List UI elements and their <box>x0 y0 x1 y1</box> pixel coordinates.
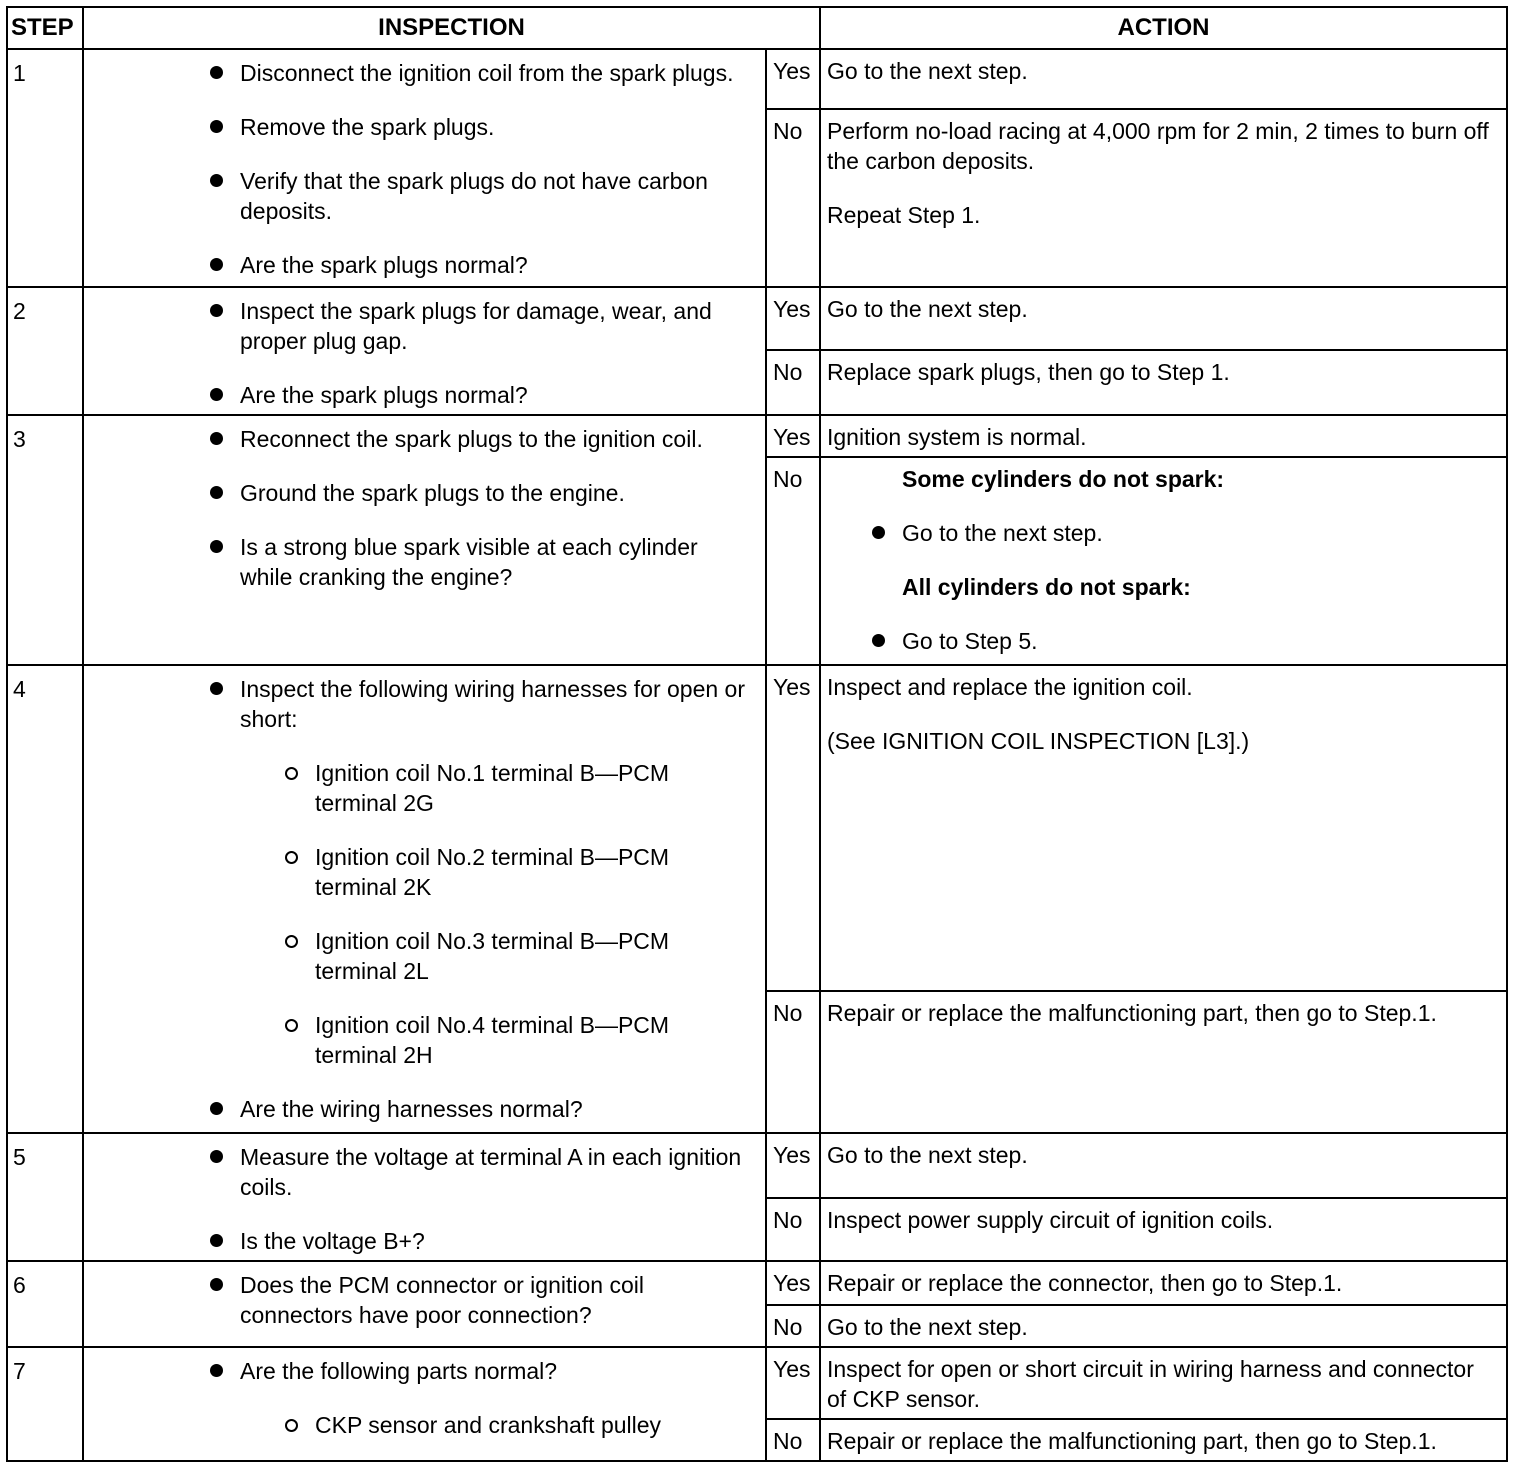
condition-heading: All cylinders do not spark: <box>902 574 1191 600</box>
step-7-no-action <box>820 1419 1507 1461</box>
no-label: No <box>766 457 820 665</box>
no-label: No <box>766 1419 820 1461</box>
inspection-item: Reconnect the spark plugs to the ignition coil. <box>84 424 755 454</box>
yes-label: Yes <box>766 665 820 991</box>
step-number: 1 <box>7 49 83 287</box>
step-2-yes-action <box>820 287 1507 350</box>
diagnostic-table <box>6 6 1508 1462</box>
step-3-yes-action <box>820 415 1507 457</box>
step-number: 6 <box>7 1261 83 1347</box>
action-text: Repair or replace the malfunctioning part, then go to Step.1. <box>827 1428 1437 1454</box>
step-number: 2 <box>7 287 83 415</box>
step-1-yes-row <box>7 49 1507 109</box>
action-item: Go to the next step. <box>827 518 1494 548</box>
inspection-subitem: Ignition coil No.3 terminal B—PCM terminal 2L <box>240 926 755 986</box>
step-7-yes-action <box>820 1347 1507 1419</box>
action-text: Ignition system is normal. <box>827 424 1087 450</box>
step-7-inspection <box>83 1347 766 1461</box>
step-3-yes-row <box>7 415 1507 457</box>
step-4-yes-action <box>820 665 1507 991</box>
condition-heading: Some cylinders do not spark: <box>902 466 1225 492</box>
action-text: Go to the next step. <box>827 296 1028 322</box>
inspection-item: Verify that the spark plugs do not have carbon deposits. <box>84 166 755 226</box>
header-row <box>7 7 1507 49</box>
step-2-yes-row <box>7 287 1507 350</box>
action-text: Go to the next step. <box>827 1142 1028 1168</box>
no-label: No <box>766 1305 820 1347</box>
yes-label: Yes <box>766 1261 820 1305</box>
action-text: (See IGNITION COIL INSPECTION [L3].) <box>827 728 1250 754</box>
step-4-yes-row <box>7 665 1507 991</box>
action-text: Replace spark plugs, then go to Step 1. <box>827 359 1230 386</box>
action-text: Inspect power supply circuit of ignition coils. <box>827 1207 1274 1234</box>
step-number: 4 <box>7 665 83 1133</box>
action-text: Go to the next step. <box>827 1314 1028 1340</box>
step-column-header: STEP <box>7 7 83 49</box>
yes-label: Yes <box>766 1133 820 1198</box>
step-3-inspection <box>83 415 766 665</box>
inspection-item: Measure the voltage at terminal A in each ignition coils. <box>84 1142 755 1202</box>
yes-label: Yes <box>766 415 820 457</box>
action-text: Perform no-load racing at 4,000 rpm for 2 min, 2 times to burn off the carbon deposits. <box>827 118 1489 174</box>
inspection-item: Ground the spark plugs to the engine. <box>84 478 755 508</box>
action-text: Repair or replace the malfunctioning part, then go to Step.1. <box>827 1000 1437 1026</box>
step-number: 5 <box>7 1133 83 1261</box>
inspection-subitem: CKP sensor and crankshaft pulley <box>240 1410 755 1440</box>
no-label: No <box>766 350 820 415</box>
inspection-column-header: INSPECTION <box>83 7 820 49</box>
inspection-item: Are the wiring harnesses normal? <box>84 1094 755 1124</box>
action-text: Repair or replace the connector, then go to Step.1. <box>827 1270 1343 1296</box>
no-label: No <box>766 109 820 287</box>
inspection-item: Does the PCM connector or ignition coil connectors have poor connection? <box>84 1270 755 1330</box>
step-3-no-action <box>820 457 1507 665</box>
step-2-no-action <box>820 350 1507 415</box>
step-7-yes-row <box>7 1347 1507 1419</box>
step-5-yes-action <box>820 1133 1507 1198</box>
action-text: Go to the next step. <box>827 58 1028 84</box>
step-6-yes-row <box>7 1261 1507 1305</box>
step-1-inspection <box>83 49 766 287</box>
step-6-yes-action <box>820 1261 1507 1305</box>
yes-label: Yes <box>766 49 820 109</box>
inspection-item: Are the spark plugs normal? <box>84 250 755 280</box>
yes-label: Yes <box>766 1347 820 1419</box>
inspection-item: Disconnect the ignition coil from the spark plugs. <box>84 58 755 88</box>
inspection-item-text: Are the following parts normal? <box>240 1358 558 1384</box>
inspection-subitem: Ignition coil No.2 terminal B—PCM terminal 2K <box>240 842 755 902</box>
action-item: Go to Step 5. <box>827 626 1494 656</box>
inspection-subitem: Ignition coil No.1 terminal B—PCM terminal 2G <box>240 758 755 818</box>
step-6-inspection <box>83 1261 766 1347</box>
step-1-no-action <box>820 109 1507 287</box>
inspection-item: Is the voltage B+? <box>84 1226 755 1256</box>
step-5-no-action <box>820 1198 1507 1261</box>
inspection-item <box>84 1356 755 1440</box>
step-5-yes-row <box>7 1133 1507 1198</box>
inspection-item <box>84 674 755 1070</box>
step-6-no-action <box>820 1305 1507 1347</box>
action-column-header: ACTION <box>820 7 1507 49</box>
no-label: No <box>766 991 820 1133</box>
step-number: 3 <box>7 415 83 665</box>
no-label: No <box>766 1198 820 1261</box>
inspection-item: Remove the spark plugs. <box>84 112 755 142</box>
inspection-item: Are the spark plugs normal? <box>84 380 755 410</box>
action-text: Inspect for open or short circuit in wiring harness and connector of CKP sensor. <box>827 1356 1474 1412</box>
inspection-item-text: Inspect the following wiring harnesses for open or short: <box>240 676 746 732</box>
action-text: Inspect and replace the ignition coil. <box>827 674 1193 700</box>
step-1-yes-action <box>820 49 1507 109</box>
action-text: Repeat Step 1. <box>827 202 981 228</box>
yes-label: Yes <box>766 287 820 350</box>
inspection-subitem: Ignition coil No.4 terminal B—PCM terminal 2H <box>240 1010 755 1070</box>
step-4-no-action <box>820 991 1507 1133</box>
step-number: 7 <box>7 1347 83 1461</box>
step-2-inspection <box>83 287 766 415</box>
step-5-inspection <box>83 1133 766 1261</box>
step-4-inspection <box>83 665 766 1133</box>
inspection-item: Is a strong blue spark visible at each cylinder while cranking the engine? <box>84 532 755 592</box>
inspection-item: Inspect the spark plugs for damage, wear, and proper plug gap. <box>84 296 755 356</box>
